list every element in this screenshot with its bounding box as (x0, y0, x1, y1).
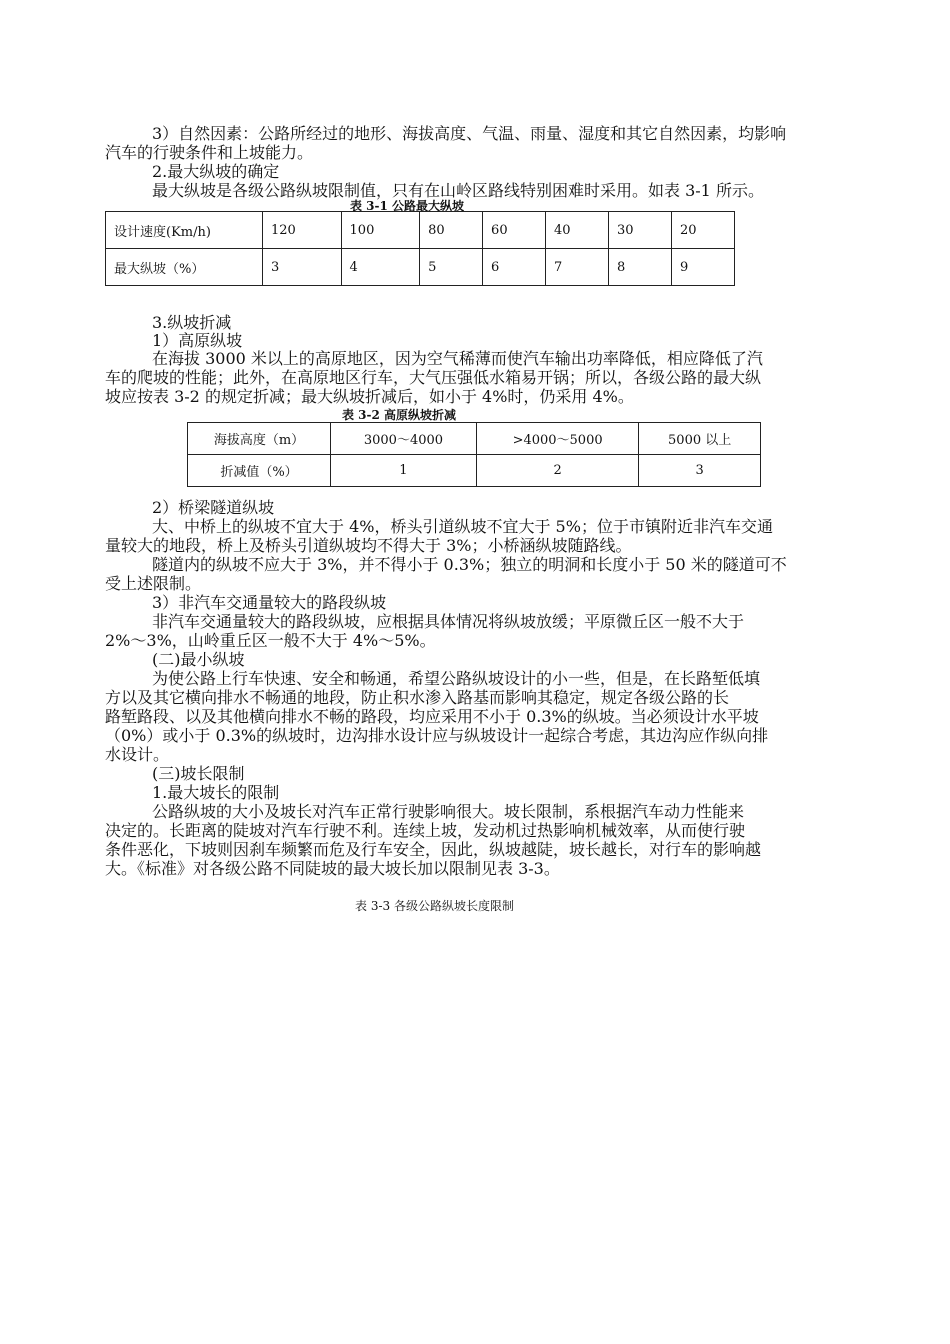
table-cell: 3000～4000 (331, 423, 477, 455)
paragraph-line: 路堑路段、以及其他横向排水不畅的路段，均应采用不小于 0.3%的纵坡。当必须设计水平坡 (105, 707, 759, 726)
paragraph-line: （0%）或小于 0.3%的纵坡时，边沟排水设计应与纵坡设计一起综合考虑，其边沟应作纵向排 (105, 726, 769, 745)
table-cell: 2 (476, 455, 638, 487)
paragraph-line: 2%～3%，山岭重丘区一般不大于 4%～5%。 (105, 631, 436, 650)
paragraph-line: 车的爬坡的性能；此外，在高原地区行车，大气压强低水箱易开锅；所以，各级公路的最大纵 (105, 368, 762, 387)
paragraph-line: 隧道内的纵坡不应大于 3%，并不得小于 0.3%；独立的明洞和长度小于 50 米的隧道可不 (152, 555, 787, 574)
table-cell: 5 (420, 249, 483, 286)
section-heading: (二)最小纵坡 (152, 650, 245, 669)
paragraph-line: 条件恶化，下坡则因刹车频繁而危及行车安全，因此，纵坡越陡，坡长越长，对行车的影响越 (105, 840, 762, 859)
paragraph-line: 在海拔 3000 米以上的高原地区，因为空气稀薄而使汽车输出功率降低，相应降低了汽 (152, 349, 763, 368)
table-cell: 折减值（%） (188, 455, 331, 487)
paragraph-line: 大。《标准》对各级公路不同陡坡的最大坡长加以限制见表 3-3。 (105, 859, 560, 878)
table-row (188, 455, 761, 487)
section-heading: 3）非汽车交通量较大的路段纵坡 (152, 593, 387, 612)
section-heading: 2）桥梁隧道纵坡 (152, 498, 275, 517)
section-heading: 1.最大坡长的限制 (152, 783, 280, 802)
section-heading: 1）高原纵坡 (152, 331, 243, 350)
table-cell: 3 (639, 455, 761, 487)
table-cell: 5000 以上 (639, 423, 761, 455)
paragraph-line: 公路纵坡的大小及坡长对汽车正常行驶影响很大。坡长限制，系根据汽车动力性能来 (152, 802, 745, 821)
table-cell: 30 (609, 212, 672, 249)
table-cell: 最大纵坡（%） (106, 249, 263, 286)
paragraph-line: 决定的。长距离的陡坡对汽车行驶不利。连续上坡，发动机过热影响机械效率，从而使行驶 (105, 821, 746, 840)
table-cell: 8 (609, 249, 672, 286)
table-cell: 海拔高度（m） (188, 423, 331, 455)
table-row (106, 249, 735, 286)
section-heading: 2.最大纵坡的确定 (152, 162, 280, 181)
paragraph-line: 汽车的行驶条件和上坡能力。 (105, 143, 314, 162)
table-cell: >4000～5000 (476, 423, 638, 455)
table-caption: 表 3-1 公路最大纵坡 (350, 199, 465, 213)
paragraph-line: 方以及其它横向排水不畅通的地段，防止积水渗入路基而影响其稳定，规定各级公路的长 (105, 688, 730, 707)
table-cell: 设计速度(Km/h) (106, 212, 263, 249)
paragraph-line: 大、中桥上的纵坡不宜大于 4%，桥头引道纵坡不宜大于 5%；位于市镇附近非汽车交通 (152, 517, 773, 536)
table-cell: 7 (546, 249, 609, 286)
paragraph-line: 水设计。 (105, 745, 170, 764)
paragraph-line: 量较大的地段，桥上及桥头引道纵坡均不得大于 3%；小桥涵纵坡随路线。 (105, 536, 632, 555)
table-row (188, 423, 761, 455)
table-cell: 6 (483, 249, 546, 286)
table-cell: 120 (263, 212, 342, 249)
paragraph-line: 坡应按表 3-2 的规定折减；最大纵坡折减后，如小于 4%时，仍采用 4%。 (105, 387, 634, 406)
paragraph-line: 为使公路上行车快速、安全和畅通，希望公路纵坡设计的小一些，但是，在长路堑低填 (152, 669, 761, 688)
table-cell: 100 (341, 212, 420, 249)
section-heading: 3.纵坡折减 (152, 313, 232, 332)
table-caption: 表 3-2 高原纵坡折减 (342, 408, 457, 422)
table-cell: 60 (483, 212, 546, 249)
table-cell: 4 (341, 249, 420, 286)
paragraph-line: 3）自然因素：公路所经过的地形、海拔高度、气温、雨量、湿度和其它自然因素，均影响 (152, 124, 787, 143)
table-cell: 40 (546, 212, 609, 249)
plateau-reduction-table (187, 422, 761, 487)
paragraph-line: 受上述限制。 (105, 574, 202, 593)
table-row (106, 212, 735, 249)
table-cell: 20 (672, 212, 735, 249)
table-cell: 80 (420, 212, 483, 249)
table-caption: 表 3-3 各级公路纵坡长度限制 (355, 899, 514, 913)
paragraph-line: 最大纵坡是各级公路纵坡限制值，只有在山岭区路线特别困难时采用。如表 3-1 所示。 (152, 181, 764, 200)
table-cell: 9 (672, 249, 735, 286)
table-cell: 1 (331, 455, 477, 487)
max-grade-table (105, 211, 735, 286)
section-heading: (三)坡长限制 (152, 764, 245, 783)
table-cell: 3 (263, 249, 342, 286)
paragraph-line: 非汽车交通量较大的路段纵坡，应根据具体情况将纵坡放缓；平原微丘区一般不大于 (152, 612, 745, 631)
